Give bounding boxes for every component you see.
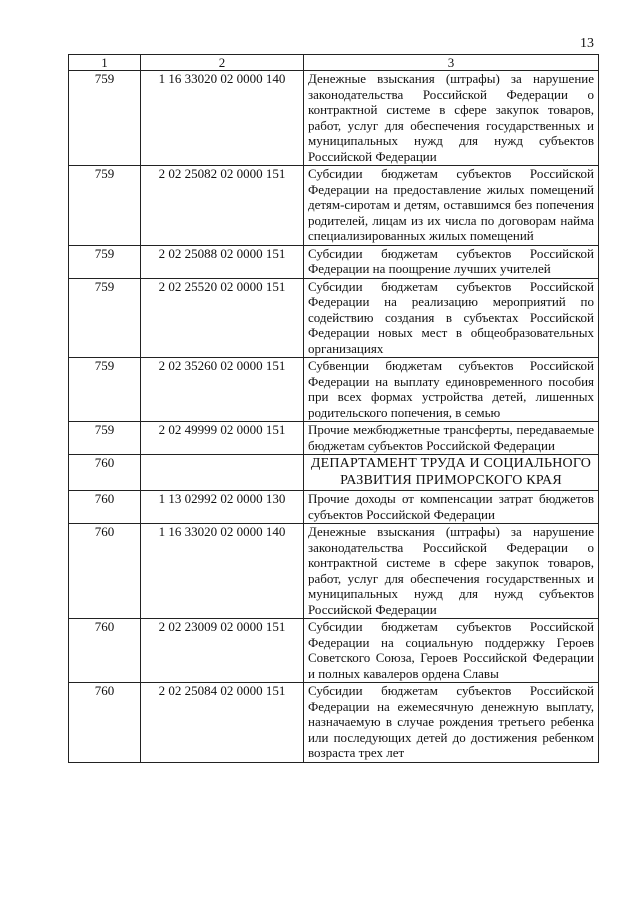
description-cell: Субсидии бюджетам субъектов Российской Федерации на поощрение лучших учителей (304, 245, 599, 278)
page-number: 13 (580, 36, 594, 51)
budget-code-cell: 2 02 49999 02 0000 151 (141, 422, 304, 455)
table-row (69, 166, 599, 246)
budget-code-cell: 2 02 25084 02 0000 151 (141, 683, 304, 763)
budget-code-cell: 2 02 25088 02 0000 151 (141, 245, 304, 278)
budget-code-cell: 2 02 25520 02 0000 151 (141, 278, 304, 358)
table-row (69, 245, 599, 278)
admin-code-cell: 759 (69, 358, 141, 422)
department-name-cell: ДЕПАРТАМЕНТ ТРУДА И СОЦИАЛЬНОГО РАЗВИТИЯ ПРИМОРСКОГО КРАЯ (304, 455, 599, 491)
table-row (69, 358, 599, 422)
admin-code-cell: 759 (69, 422, 141, 455)
table-row (69, 491, 599, 524)
admin-code-cell: 759 (69, 166, 141, 246)
budget-codes-table (68, 54, 599, 763)
admin-code-cell: 760 (69, 524, 141, 619)
description-cell: Денежные взыскания (штрафы) за нарушение законодательства Российской Федерации о контрактной системе в сфере закупок товаров, работ, услуг для обеспечения государственных и муниципальных нужд для нужд субъектов Российской Федерации (304, 524, 599, 619)
admin-code-cell: 760 (69, 455, 141, 491)
budget-code-cell: 2 02 25082 02 0000 151 (141, 166, 304, 246)
description-cell: Денежные взыскания (штрафы) за нарушение законодательства Российской Федерации о контрактной системе в сфере закупок товаров, работ, услуг для обеспечения государственных и муниципальных нужд для нужд субъектов Российской Федерации (304, 71, 599, 166)
table-row (69, 619, 599, 683)
budget-code-cell (141, 455, 304, 491)
description-cell: Субсидии бюджетам субъектов Российской Федерации на социальную поддержку Героев Советского Союза, Героев Российской Федерации и полных кавалеров ордена Славы (304, 619, 599, 683)
budget-code-cell: 1 16 33020 02 0000 140 (141, 524, 304, 619)
table-row (69, 278, 599, 358)
table-row (69, 524, 599, 619)
admin-code-cell: 759 (69, 71, 141, 166)
description-cell: Субвенции бюджетам субъектов Российской Федерации на выплату единовременного пособия при всех формах устройства детей, лишенных родительского попечения, в семью (304, 358, 599, 422)
table-body (69, 71, 599, 763)
description-cell: Субсидии бюджетам субъектов Российской Федерации на ежемесячную денежную выплату, назначаемую в случае рождения третьего ребенка или последующих детей до достижения ребенком возраста трех лет (304, 683, 599, 763)
table-header-row (69, 55, 599, 71)
table-row (69, 683, 599, 763)
table-row (69, 71, 599, 166)
admin-code-cell: 759 (69, 245, 141, 278)
column-header-admin: 1 (69, 55, 141, 71)
admin-code-cell: 759 (69, 278, 141, 358)
budget-code-cell: 2 02 35260 02 0000 151 (141, 358, 304, 422)
admin-code-cell: 760 (69, 619, 141, 683)
description-cell: Субсидии бюджетам субъектов Российской Федерации на реализацию мероприятий по содействию создания в субъектах Российской Федерации новых мест в общеобразовательных организациях (304, 278, 599, 358)
admin-code-cell: 760 (69, 491, 141, 524)
budget-code-cell: 1 13 02992 02 0000 130 (141, 491, 304, 524)
budget-code-cell: 2 02 23009 02 0000 151 (141, 619, 304, 683)
description-cell: Субсидии бюджетам субъектов Российской Федерации на предоставление жилых помещений детям-сиротам и детям, оставшимся без попечения родителей, лицам из их числа по договорам найма специализированных жилых помещений (304, 166, 599, 246)
description-cell: Прочие межбюджетные трансферты, передаваемые бюджетам субъектов Российской Федерации (304, 422, 599, 455)
description-cell: Прочие доходы от компенсации затрат бюджетов субъектов Российской Федерации (304, 491, 599, 524)
department-row (69, 455, 599, 491)
budget-code-cell: 1 16 33020 02 0000 140 (141, 71, 304, 166)
admin-code-cell: 760 (69, 683, 141, 763)
column-header-code: 2 (141, 55, 304, 71)
table-row (69, 422, 599, 455)
column-header-name: 3 (304, 55, 599, 71)
